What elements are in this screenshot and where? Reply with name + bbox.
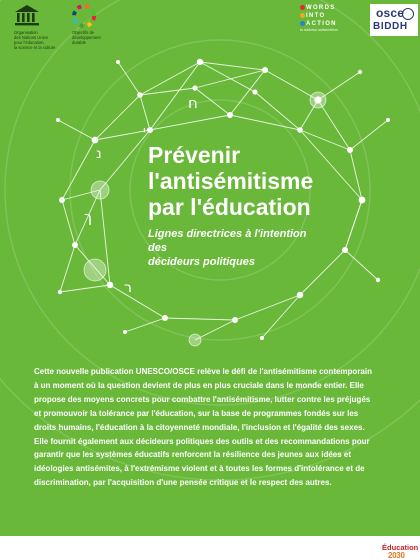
education-label: Éducation	[382, 543, 419, 552]
hebrew-letter-resh: ר	[124, 280, 132, 296]
description-line: droits humains, l'éducation à la citoyenneté mondiale, l'inclusion et l'égalité des sexes.	[34, 422, 365, 432]
words-into-action-logo: WORDS INTO ACTION to address antisemitism	[300, 4, 362, 32]
hebrew-letter-het: ח	[188, 94, 198, 112]
unesco-temple-icon	[14, 4, 40, 28]
osce-odihr-logo	[370, 4, 418, 36]
description-line: à un moment où la question devient de plus en plus cruciale dans le monde entier. Elle	[34, 380, 364, 390]
sdg-caption: Objectifs de développement durable	[72, 30, 101, 45]
publication-subtitle: Lignes directrices à l'intention des décideurs politiques	[148, 228, 307, 268]
hebrew-letter-yod: י	[143, 124, 146, 139]
osce-globe-icon	[402, 8, 414, 20]
education-2030-logo	[380, 542, 420, 560]
sdg-logo	[72, 4, 108, 45]
wia-orange-dot	[300, 13, 305, 18]
description-line: Elle fournit également aux décideurs politiques des outils et des recommandations pour	[34, 436, 370, 446]
sdg-wheel-icon	[72, 4, 96, 28]
partner-logos-left	[14, 4, 108, 50]
hebrew-letter-kaf: ך	[84, 208, 93, 226]
wia-tagline: to address antisemitism	[300, 28, 338, 32]
partner-logos-right	[300, 4, 418, 40]
osce-logo-text: osce	[376, 6, 405, 20]
description-line: garantir que les systèmes éducatifs renforcent la résilience des jeunes aux idées et	[34, 450, 352, 460]
wia-blue-dot	[300, 21, 305, 26]
description-line: et promouvoir la tolérance par l'éducation, sur la base de programmes fondés sur les	[34, 408, 359, 418]
unesco-logo	[14, 4, 58, 50]
description-line: propose des moyens concrets pour combattre l'antisémitisme, lutter contre les préjugés	[34, 394, 371, 404]
description-line: Cette nouvelle publication UNESCO/OSCE relève le défi de l'antisémitisme contemporain	[34, 367, 372, 376]
unesco-caption: Organisation des Nations Unies pour l'éducation, la science et la culture	[14, 30, 56, 50]
description-line: discrimination, par l'acquisition d'une pensée critique et le respect des autres.	[34, 478, 332, 488]
publication-title: Prévenir l'antisémitisme par l'éducation	[148, 142, 314, 220]
biddh-logo-text: BIDDH	[373, 21, 408, 32]
hebrew-letter-nun: נ	[96, 146, 102, 162]
education-year: 2030	[388, 551, 405, 560]
publication-description	[34, 365, 384, 490]
wia-red-dot	[300, 5, 305, 10]
description-line: idéologies antisémites, à l'extrémisme violent et à toutes les formes d'intolérance et de	[34, 464, 365, 474]
